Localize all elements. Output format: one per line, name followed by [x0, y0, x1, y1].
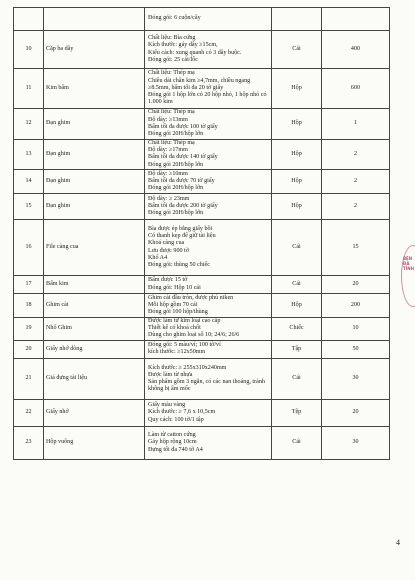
- cell-unit: Cái: [272, 358, 322, 399]
- table-row: [14, 69, 390, 109]
- description-line: Đóng gói 1 hộp lớn có 20 hộp nhỏ, 1 hộp nhỏ có 1.000 kim: [148, 92, 267, 106]
- cell-quantity: 2: [322, 170, 390, 194]
- cell-quantity: 10: [322, 317, 390, 340]
- cell-description: [145, 139, 272, 170]
- cell-quantity: 20: [322, 276, 390, 294]
- cell-number: 13: [14, 139, 44, 170]
- cell-unit: Hộp: [272, 194, 322, 220]
- official-stamp-fragment: [401, 245, 415, 307]
- cell-quantity: 2: [322, 139, 390, 170]
- cell-unit: Cái: [272, 276, 322, 294]
- description-line: Đóng gói 20H/hộp lớn: [148, 185, 204, 192]
- description-line: Làm từ catton cứng: [148, 432, 196, 439]
- description-line: Độ dày: ≥17mm: [148, 147, 188, 154]
- page-number: 4: [396, 538, 400, 547]
- description-line: Gáy hộp rộng 10cm: [148, 439, 197, 446]
- cell-unit: Hộp: [272, 69, 322, 109]
- cell-quantity: 600: [322, 69, 390, 109]
- cell-quantity: 400: [322, 31, 390, 69]
- cell-description: [145, 194, 272, 220]
- description-line: Đóng gói 20H/hộp lớn: [148, 161, 204, 168]
- description-line: Đóng gói 100 hộp/thùng: [148, 308, 208, 315]
- description-line: Giấy màu vàng: [148, 402, 186, 409]
- description-line: Thiết kế có khoá chốt: [148, 325, 201, 332]
- cell-quantity: 30: [322, 358, 390, 399]
- cell-number: 14: [14, 170, 44, 194]
- description-line: Quy cách: 100 tờ/1 tập: [148, 416, 204, 423]
- cell-description: [145, 220, 272, 276]
- table-row: [14, 194, 390, 220]
- description-line: Bấm tối đa được 200 tờ giấy: [148, 203, 218, 210]
- cell-number: [14, 8, 44, 31]
- cell-unit: Tệp: [272, 399, 322, 426]
- cell-description: [145, 170, 272, 194]
- description-line: Độ dày: ≥ 23mm: [148, 195, 190, 202]
- cell-number: 11: [14, 69, 44, 109]
- cell-item-name: Kim bấm: [44, 69, 145, 109]
- description-line: Sản phẩm gồm 3 ngăn, có các nan thoáng, tránh không bị ẩm mốc: [148, 378, 265, 393]
- description-line: Bìa được ép bằng giấy bồi: [148, 226, 213, 233]
- cell-unit: Cái: [272, 220, 322, 276]
- cell-number: 17: [14, 276, 44, 294]
- description-line: kích thước: ≥12x50mm: [148, 349, 206, 356]
- cell-description: [145, 294, 272, 317]
- description-line: Kích thước: ≥ 7,6 x 10,5cm: [148, 409, 216, 416]
- description-line: Đựng tối đa 740 tờ A4: [148, 446, 203, 453]
- description-line: Khoá càng cua: [148, 240, 185, 247]
- description-line: Lưu được 900 tờ: [148, 247, 189, 254]
- cell-quantity: 2: [322, 194, 390, 220]
- cell-quantity: 20: [322, 399, 390, 426]
- description-line: Chất liệu: Bìa cứng: [148, 35, 196, 42]
- description-line: Kích thước: ≥ 255x310x240mm: [148, 364, 227, 371]
- cell-item-name: Cặp ba dây: [44, 31, 145, 69]
- description-line: Đóng gói: thùng 50 chiếc: [148, 262, 210, 269]
- description-line: Đóng gói: Hộp 10 cái: [148, 284, 201, 291]
- description-line: Ghim cài đầu tròn, được phủ niken: [148, 294, 234, 301]
- cell-quantity: [322, 8, 390, 31]
- description-line: Chất liệu: Thép mạ: [148, 109, 195, 116]
- table-row: [14, 220, 390, 276]
- cell-unit: Hộp: [272, 294, 322, 317]
- description-line: Đóng gói: 5 màu/vỉ; 100 tờ/vỉ: [148, 342, 221, 349]
- cell-number: 23: [14, 426, 44, 459]
- description-line: Đóng gói 20H/hộp lớn: [148, 210, 204, 217]
- cell-number: 19: [14, 317, 44, 340]
- cell-quantity: 1: [322, 109, 390, 140]
- description-line: Bấm tối đa được 100 tờ giấy: [148, 123, 218, 130]
- cell-unit: Cái: [272, 31, 322, 69]
- cell-number: 20: [14, 340, 44, 358]
- description-line: Mỗi hộp gồm 70 cái: [148, 301, 198, 308]
- description-line: Đóng gói: 6 cuộn/cây: [148, 15, 201, 22]
- table-row: [14, 358, 390, 399]
- cell-item-name: File càng cua: [44, 220, 145, 276]
- cell-item-name: Giá đựng tài liệu: [44, 358, 145, 399]
- cell-unit: Cái: [272, 426, 322, 459]
- cell-number: 21: [14, 358, 44, 399]
- description-line: Chất liệu: Thép mạ: [148, 70, 195, 77]
- cell-item-name: Giấy nhớ: [44, 399, 145, 426]
- cell-number: 15: [14, 194, 44, 220]
- cell-item-name: Ghim cài: [44, 294, 145, 317]
- cell-item-name: Đạn ghim: [44, 170, 145, 194]
- description-line: Bấm tối đa được 140 tờ giấy: [148, 154, 218, 161]
- cell-number: 18: [14, 294, 44, 317]
- cell-number: 22: [14, 399, 44, 426]
- cell-description: [145, 31, 272, 69]
- cell-quantity: 15: [322, 220, 390, 276]
- cell-description: [145, 340, 272, 358]
- table-row: [14, 276, 390, 294]
- cell-item-name: Hộp vuông: [44, 426, 145, 459]
- cell-unit: [272, 8, 322, 31]
- cell-unit: Hộp: [272, 170, 322, 194]
- cell-number: 16: [14, 220, 44, 276]
- cell-description: [145, 426, 272, 459]
- cell-description: [145, 399, 272, 426]
- description-line: Độ dày: ≥10mm: [148, 170, 188, 177]
- table-row: [14, 340, 390, 358]
- cell-item-name: Giấy nhớ dòng: [44, 340, 145, 358]
- cell-unit: Tập: [272, 340, 322, 358]
- table-row: [14, 294, 390, 317]
- cell-unit: Hộp: [272, 109, 322, 140]
- table-row: [14, 317, 390, 340]
- description-line: Đóng gói 20H/hộp lớn: [148, 131, 204, 137]
- cell-description: [145, 358, 272, 399]
- description-line: Khổ A4: [148, 254, 168, 261]
- table-row: [14, 139, 390, 170]
- cell-quantity: 200: [322, 294, 390, 317]
- product-spec-table: [13, 7, 390, 460]
- description-line: Bấm được 15 tờ: [148, 277, 188, 284]
- description-line: Bấm tối đa được 70 tờ giấy: [148, 178, 215, 185]
- cell-description: [145, 109, 272, 140]
- cell-unit: Hộp: [272, 139, 322, 170]
- cell-item-name: Bấm kim: [44, 276, 145, 294]
- description-line: Độ dày: ≥13mm: [148, 116, 188, 123]
- cell-quantity: 30: [322, 426, 390, 459]
- description-line: Chất liệu: Thép mạ: [148, 139, 195, 146]
- cell-item-name: Đạn ghim: [44, 139, 145, 170]
- table-row: [14, 109, 390, 140]
- description-line: Kích thước: gáy dây ≥15cm,: [148, 42, 218, 49]
- description-line: Có thanh kẹp để giữ tài liệu: [148, 233, 216, 240]
- cell-description: [145, 8, 272, 31]
- table-row: [14, 8, 390, 31]
- table-row: [14, 31, 390, 69]
- table-row: [14, 170, 390, 194]
- cell-quantity: 50: [322, 340, 390, 358]
- description-line: Chiều dài chân kim ≥4,7mm, chiều ngang ≥8.5mm, bấm tối đa 20 tờ giấy: [148, 77, 251, 91]
- cell-item-name: [44, 8, 145, 31]
- description-line: Đóng gói: 25 cái/lốc: [148, 56, 198, 63]
- cell-item-name: Nhổ Ghim: [44, 317, 145, 340]
- cell-number: 12: [14, 109, 44, 140]
- table-body: [14, 8, 390, 460]
- table-row: [14, 399, 390, 426]
- cell-item-name: Đạn ghim: [44, 194, 145, 220]
- cell-description: [145, 69, 272, 109]
- cell-number: 10: [14, 31, 44, 69]
- description-line: Được làm từ kim loại cao cấp: [148, 317, 221, 324]
- cell-unit: Chiếc: [272, 317, 322, 340]
- description-line: Được làm từ nhựa: [148, 371, 193, 378]
- cell-item-name: Đạn ghim: [44, 109, 145, 140]
- stamp-text: BỆN ĐA TỈNH: [403, 256, 414, 271]
- table-row: [14, 426, 390, 459]
- description-line: Kiểu cách: xung quanh có 3 dây buộc.: [148, 49, 242, 56]
- cell-description: [145, 276, 272, 294]
- cell-description: [145, 317, 272, 340]
- description-line: Dùng cho ghim loại số 10; 24/6; 26/6: [148, 332, 240, 339]
